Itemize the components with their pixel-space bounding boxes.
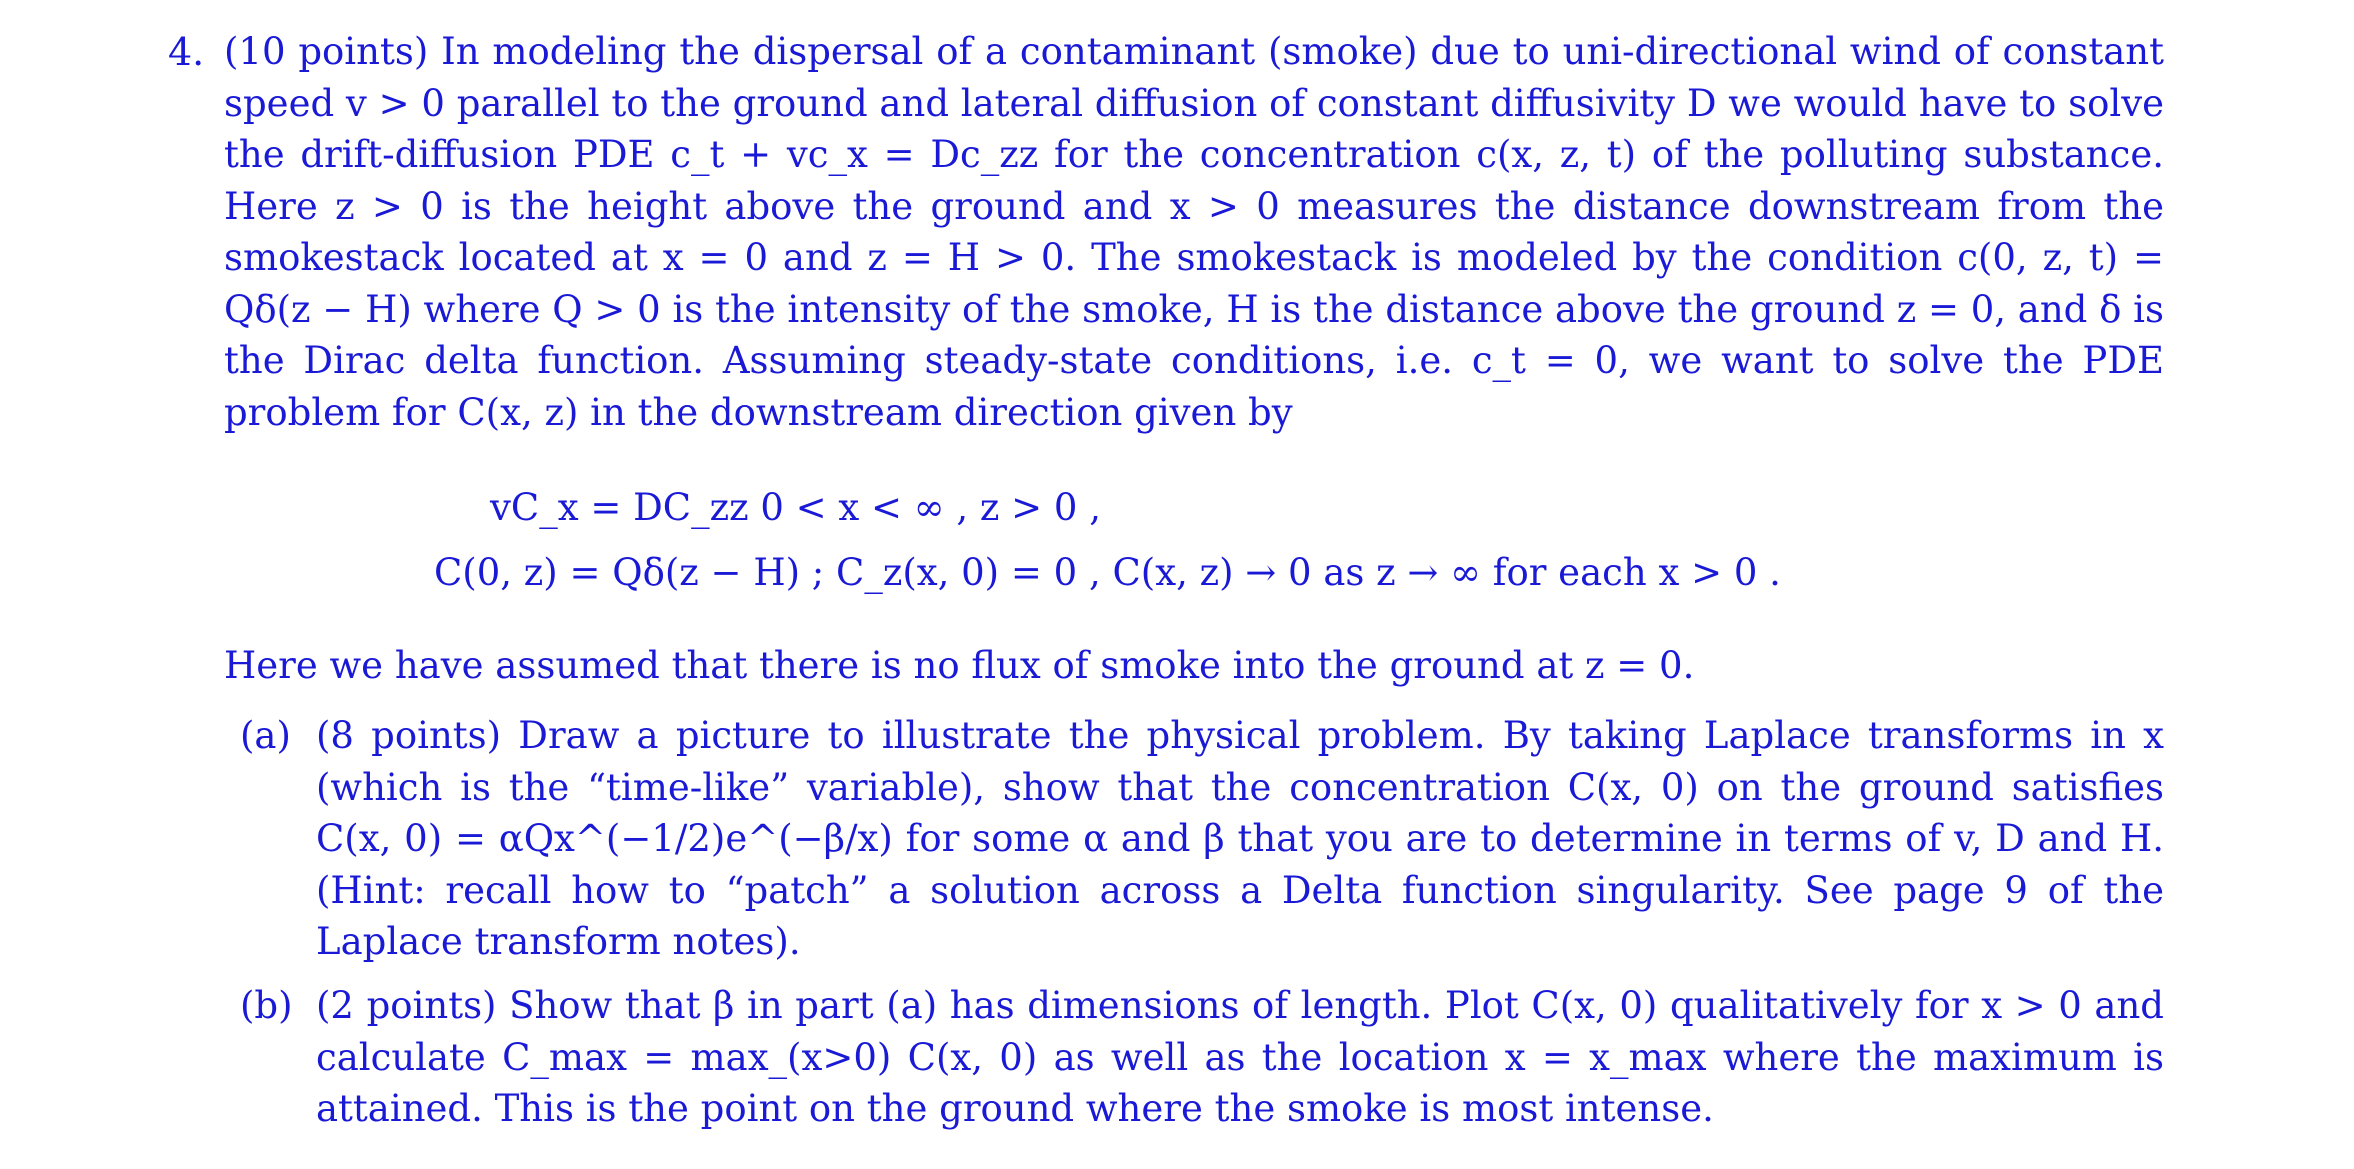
no-flux-note: Here we have assumed that there is no flux of smoke into the ground at z = 0.: [224, 644, 1695, 687]
boundary-conditions: C(0, z) = Qδ(z − H) ; C_z(x, 0) = 0 , C(x, z) → 0 as z → ∞ for each x > 0 .: [434, 551, 1781, 594]
part-a-label: (a): [240, 714, 291, 757]
part-b-label: (b): [240, 984, 293, 1027]
pde-equation: vC_x = DC_zz 0 < x < ∞ , z > 0 ,: [490, 486, 1101, 529]
problem-number: 4.: [168, 30, 205, 74]
part-a-text: (8 points) Draw a picture to illustrate the physical problem. By taking Laplace transforms in x (which is the “time-like” variable), show that the concentration C(x, 0) on the ground satisfies C(x, 0) = αQx^(−1/2)e^(−β/x) for some α and β that you are to determine in terms of v, D and H. (Hint: recall how to “patch” a solution across a Delta function singularity. See page 9 of the Laplace transform notes).: [316, 714, 2164, 963]
part-b-text: (2 points) Show that β in part (a) has dimensions of length. Plot C(x, 0) qualitatively for x > 0 and calculate C_max = max_(x>0) C(x, 0) as well as the location x = x_max where the maximum is attained. This is the point on the ground where the smoke is most intense.: [316, 984, 2164, 1130]
problem-intro: (10 points) In modeling the dispersal of a contaminant (smoke) due to uni-directional wind of constant speed v > 0 parallel to the ground and lateral diffusion of constant diffusivity D we would have to solve the drift-diffusion PDE c_t + vc_x = Dc_zz for the concentration c(x, z, t) of the polluting substance. Here z > 0 is the height above the ground and x > 0 measures the distance downstream from the smokestack located at x = 0 and z = H > 0. The smokestack is modeled by the condition c(0, z, t) = Qδ(z − H) where Q > 0 is the intensity of the smoke, H is the distance above the ground z = 0, and δ is the Dirac delta function. Assuming steady-state conditions, i.e. c_t = 0, we want to solve the PDE problem for C(x, z) in the downstream direction given by: [224, 30, 2164, 434]
